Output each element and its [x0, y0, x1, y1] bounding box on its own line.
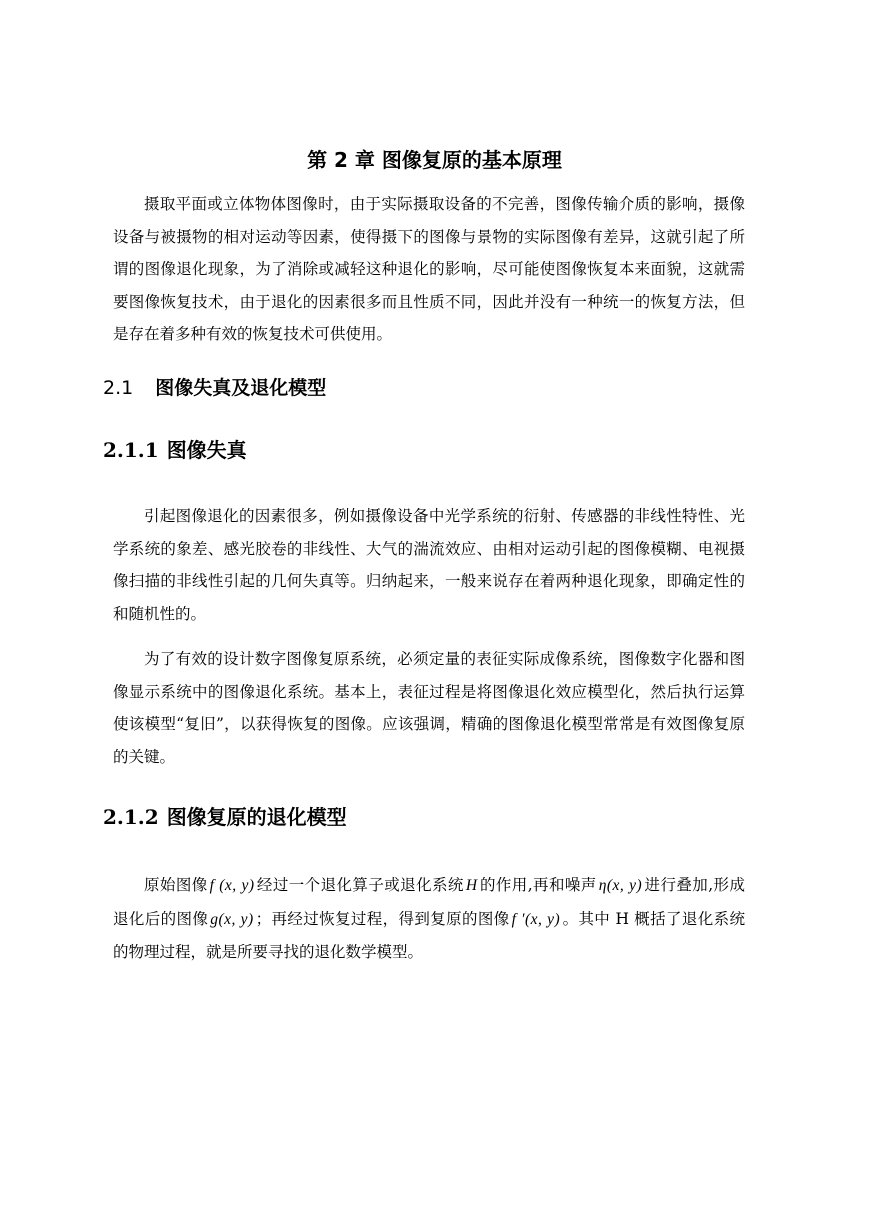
- formula-eta-xy: η(x, y): [598, 877, 643, 894]
- formula-f-xy: f (x, y): [209, 877, 255, 894]
- section-number: 2.1.2: [103, 805, 159, 829]
- section-heading-2-1-2: [103, 803, 347, 831]
- formula-g-xy: g(x, y): [210, 910, 254, 928]
- section-title: 图像复原的退化模型: [166, 805, 347, 829]
- section-number: 2.1: [103, 377, 134, 399]
- intro-paragraph: 摄取平面或立体物体图像时，由于实际摄取设备的不完善，图像传输介质的影响，摄像设备与被摄物的相对运动等因素，使得摄下的图像与景物的实际图像有差异，这就引起了所谓的图像退化现象，为了消除或减轻这种退化的影响，尽可能使图像恢复本来面貌，这就需要图像恢复技术，由于退化的因素很多而且性质不同，因此并没有一种统一的恢复方法，但是存在着多种有效的恢复技术可供使用。: [113, 195, 745, 343]
- text-run: 进行叠加,形成退化后的图像: [113, 876, 745, 928]
- text-run: 原始图像: [144, 876, 208, 894]
- section-heading-2-1: [103, 375, 326, 401]
- distortion-paragraph-1: 引起图像退化的因素很多，例如摄像设备中光学系统的衍射、传感器的非线性特性、光学系统的象差、感光胶卷的非线性、大气的湍流效应、由相对运动引起的图像模糊、电视摄像扫描的非线性引起的几何失真等。归纳起来，一般来说存在着两种退化现象，即确定性的和随机性的。: [113, 507, 745, 623]
- section-title: 图像失真及退化模型: [155, 377, 327, 399]
- text-run: 的作用,再和噪声: [479, 876, 597, 894]
- section-title: 图像失真: [166, 438, 247, 462]
- formula-f-prime-xy: f ′(x, y): [511, 910, 561, 928]
- text-run: 经过一个退化算子或退化系统: [256, 876, 464, 894]
- distortion-paragraph-2: 为了有效的设计数字图像复原系统，必须定量的表征实际成像系统，图像数字化器和图像显示系统中的图像退化系统。基本上，表征过程是将图像退化效应模型化，然后执行运算使该模型“复旧”，以获得恢复的图像。应该强调，精确的图像退化模型常常是有效图像复原的关键。: [113, 650, 745, 766]
- section-number: 2.1.1: [103, 438, 159, 462]
- section-heading-2-1-1: [103, 436, 247, 464]
- formula-H: H: [465, 877, 478, 894]
- degradation-model-paragraph: [113, 869, 745, 969]
- text-run: ；再经过恢复过程，得到复原的图像: [255, 909, 510, 928]
- chapter-title: 第 2 章 图像复原的基本原理: [307, 148, 562, 172]
- text-run: 。其中 H 概括了退化系统的物理过程，就是所要寻找的退化数学模型。: [113, 909, 745, 961]
